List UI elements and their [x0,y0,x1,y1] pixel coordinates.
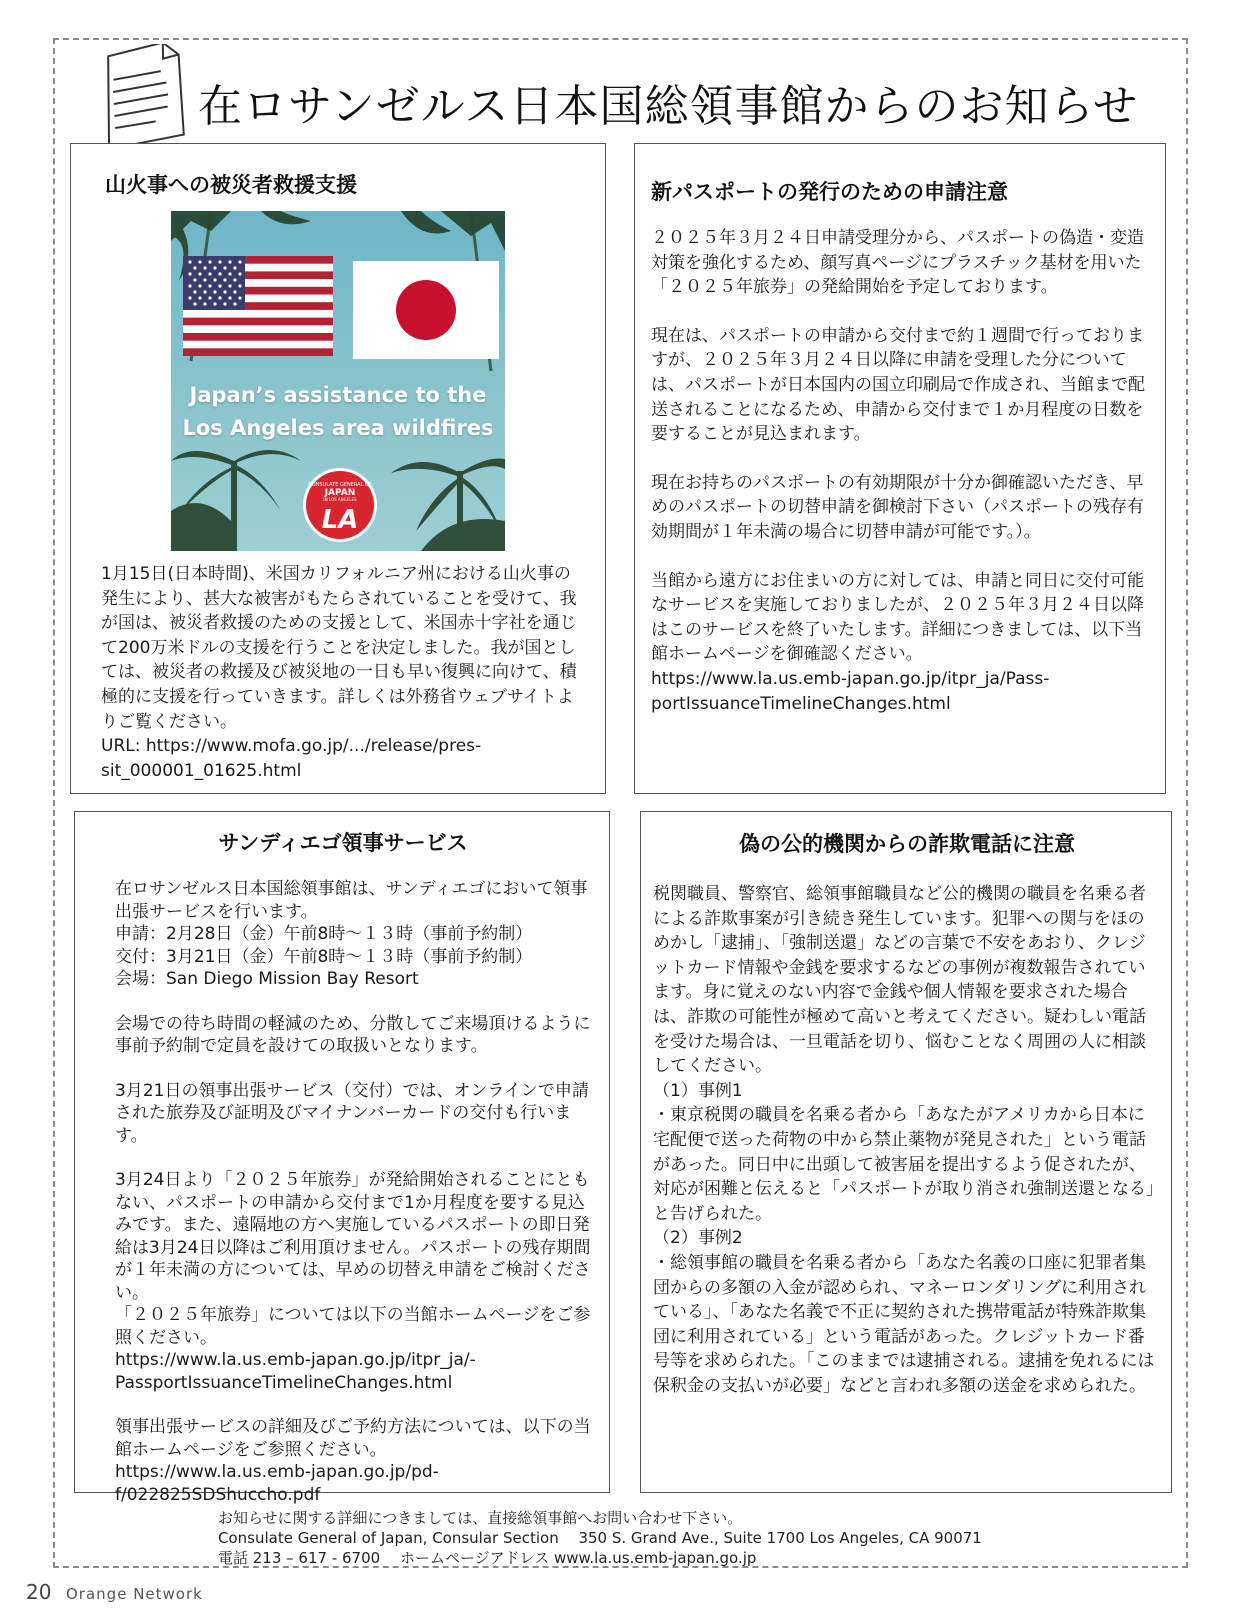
sandiego-apply-date: 申請：2月28日（金）午前8時～１３時（事前予約制） [115,924,533,944]
passport-body [651,226,1151,716]
passport-heading: 新パスポートの発行のための申請注意 [651,180,1008,204]
sandiego-paragraph-6: 領事出張サービスの詳細及びご予約方法については、以下の当館ホームページをご参照ください。 [115,1417,591,1460]
fraud-case1: ・東京税関の職員を名乗る者から「あなたがアメリカから日本に宅配便で送った荷物の中から禁止薬物が発見された」という電話があった。同日中に出頭して被害届を提出するよう促されたが、対応が困難と伝えると「パスポートが取り消され強制送還となる」と告げられた。 [653,1105,1155,1224]
passport-url[interactable]: https://www.la.us.emb-japan.go.jp/itpr_ja/Pass- portIssuanceTimelineChanges.html [651,668,1050,714]
sandiego-paragraph-5: 「２０２５年旅券」については以下の当館ホームページをご参照ください。 [115,1305,591,1348]
sandiego-paragraph-4: 3月24日より「２０２５年旅券」が発給開始されることにともない、パスポートの申請から交付まで1か月程度を要する見込みです。また、遠隔地の方へ実施しているパスポートの即日発給は3月24日以降はご利用頂けません。パスポートの残存期間が１年未満の方については、早めの切替え申請をご検討ください。 [115,1170,591,1303]
contact-address: Consulate General of Japan, Consular Section 350 S. Grand Ave., Suite 1700 Los Angeles, CA 90071 [218,1529,982,1547]
sandiego-body [115,878,593,1506]
wildfire-body [101,562,587,783]
fraud-case2-label: （2）事例2 [653,1228,743,1249]
poster-caption: Japan’s assistance to the Los Angeles area wildfires [182,383,494,440]
fraud-notice [640,811,1172,1493]
svg-text:CONSULATE GENERAL OF: CONSULATE GENERAL OF [308,482,372,488]
sandiego-passport-url[interactable]: https://www.la.us.emb-japan.go.jp/itpr_ja/- PassportIssuanceTimelineChanges.html [115,1350,476,1393]
contact-phone-website: 電話 213 – 617 - 6700 ホームページアドレス www.la.us.emb-japan.go.jp [218,1549,757,1567]
wildfire-assistance-image [171,211,505,551]
sandiego-delivery-date: 交付：3月21日（金）午前8時～１３時（事前予約制） [115,946,533,967]
svg-text:LA: LA [321,505,359,535]
sandiego-paragraph-3: 3月21日の領事出張サービス（交付）では、オンラインで申請された旅券及び証明及びマイナンバーカードの交付も行います。 [115,1080,589,1146]
wildfire-paragraph: 1月15日(日本時間)、米国カリフォルニア州における山火事の発生により、甚大な被害がもたらされていることを受けて、我が国は、被災者救援のための支援として、米国赤十字社を通じて200万米ドルの支援を行うことを決定しました。我が国としては、被災者の救援及び被災地の一日も早い復興に向けて、積極的に支援を行っていきます。詳しくは外務省ウェブサイトよりご覧ください。 [101,564,577,732]
passport-paragraph-1: ２０２５年３月２４日申請受理分から、パスポートの偽造・変造対策を強化するため、顔写真ページにプラスチック基材を用いた「２０２５年旅券」の発給開始を予定しております。 [651,228,1144,298]
wildfire-notice [70,143,606,794]
fraud-case1-label: （1）事例1 [653,1080,743,1101]
fraud-paragraph-1: 税関職員、警察官、総領事館職員など公的機関の職員を名乗る者による詐欺事案が引き続き発生しています。犯罪への関与をほのめかし「逮捕」、「強制送還」などの言葉で不安をあおり、クレジットカード情報や金銭を要求するなどの事例が複数報告されています。身に覚えのない内容で金銭や個人情報を要求された場合は、詐欺の可能性が極めて高いと考えてください。疑わしい電話を受けた場合は、一旦電話を切り、悩むことなく周囲の人に相談してください。 [653,884,1146,1077]
publication-name: Orange Network [66,1585,203,1603]
fraud-body [653,882,1159,1398]
page-title: 在ロサンゼルス日本国総領事館からのお知らせ [198,81,1139,132]
page-number: 20 [26,1580,52,1604]
svg-text:JAPAN: JAPAN [324,488,356,498]
contact-info [218,1508,982,1568]
wildfire-heading: 山火事への被災者救援支援 [105,173,357,197]
sandiego-heading: サンディエゴ領事サービス [218,831,468,855]
sandiego-reservation-url[interactable]: https://www.la.us.emb-japan.go.jp/pd- f/022825SDShuccho.pdf [115,1462,439,1505]
passport-notice [634,143,1166,794]
document-icon [92,44,192,148]
sandiego-intro: 在ロサンゼルス日本国総領事館は、サンディエゴにおいて領事出張サービスを行います。 [115,879,588,922]
wildfire-url[interactable]: URL: https://www.mofa.go.jp/.../release/pres- sit_000001_01625.html [101,736,482,781]
us-flag-icon [183,256,333,356]
contact-note: お知らせに関する詳細につきましては、直接総領事館へお問い合わせ下さい。 [218,1509,743,1527]
fraud-case2: ・総領事館の職員を名乗る者から「あなた名義の口座に犯罪者集団からの多額の入金が認められ、マネーロンダリングに利用されている」、「あなた名義で不正に契約された携帯電話が特殊詐欺集団に利用されている」という電話があった。クレジットカード番号等を求められた。「このままでは逮捕される。逮捕を免れるには保釈金の支払いが必要」などと言われ多額の送金を求められた。 [653,1252,1155,1396]
passport-paragraph-2: 現在は、パスポートの申請から交付まで約１週間で行っておりますが、２０２５年３月２４日以降に申請を受理した分については、パスポートが日本国内の国立印刷局で作成され、当館まで配送されることになるため、申請から交付まで１か月程度の日数を要することが見込まれます。 [651,325,1146,445]
consulate-la-seal-icon [301,466,379,544]
japan-flag-icon [353,261,499,359]
sandiego-notice [74,811,610,1505]
passport-paragraph-3: 現在お持ちのパスポートの有効期限が十分か御確認いただき、早めのパスポートの切替申請を御検討下さい（パスポートの残存有効期間が１年未満の場合に切替申請が可能です。）。 [651,472,1144,542]
sandiego-paragraph-2: 会場での待ち時間の軽減のため、分散してご来場頂けるように事前予約制で定員を設けての取扱いとなります。 [115,1013,591,1056]
svg-text:IN LOS ANGELES: IN LOS ANGELES [323,497,357,502]
fraud-heading: 偽の公的機関からの詐欺電話に注意 [739,832,1075,856]
sandiego-venue: 会場：San Diego Mission Bay Resort [115,969,419,989]
passport-paragraph-4: 当館から遠方にお住まいの方に対しては、申請と同日に交付可能なサービスを実施しておりましたが、２０２５年３月２４日以降はこのサービスを終了いたします。詳細につきましては、以下当館ホームページを御確認ください。 [651,570,1144,665]
